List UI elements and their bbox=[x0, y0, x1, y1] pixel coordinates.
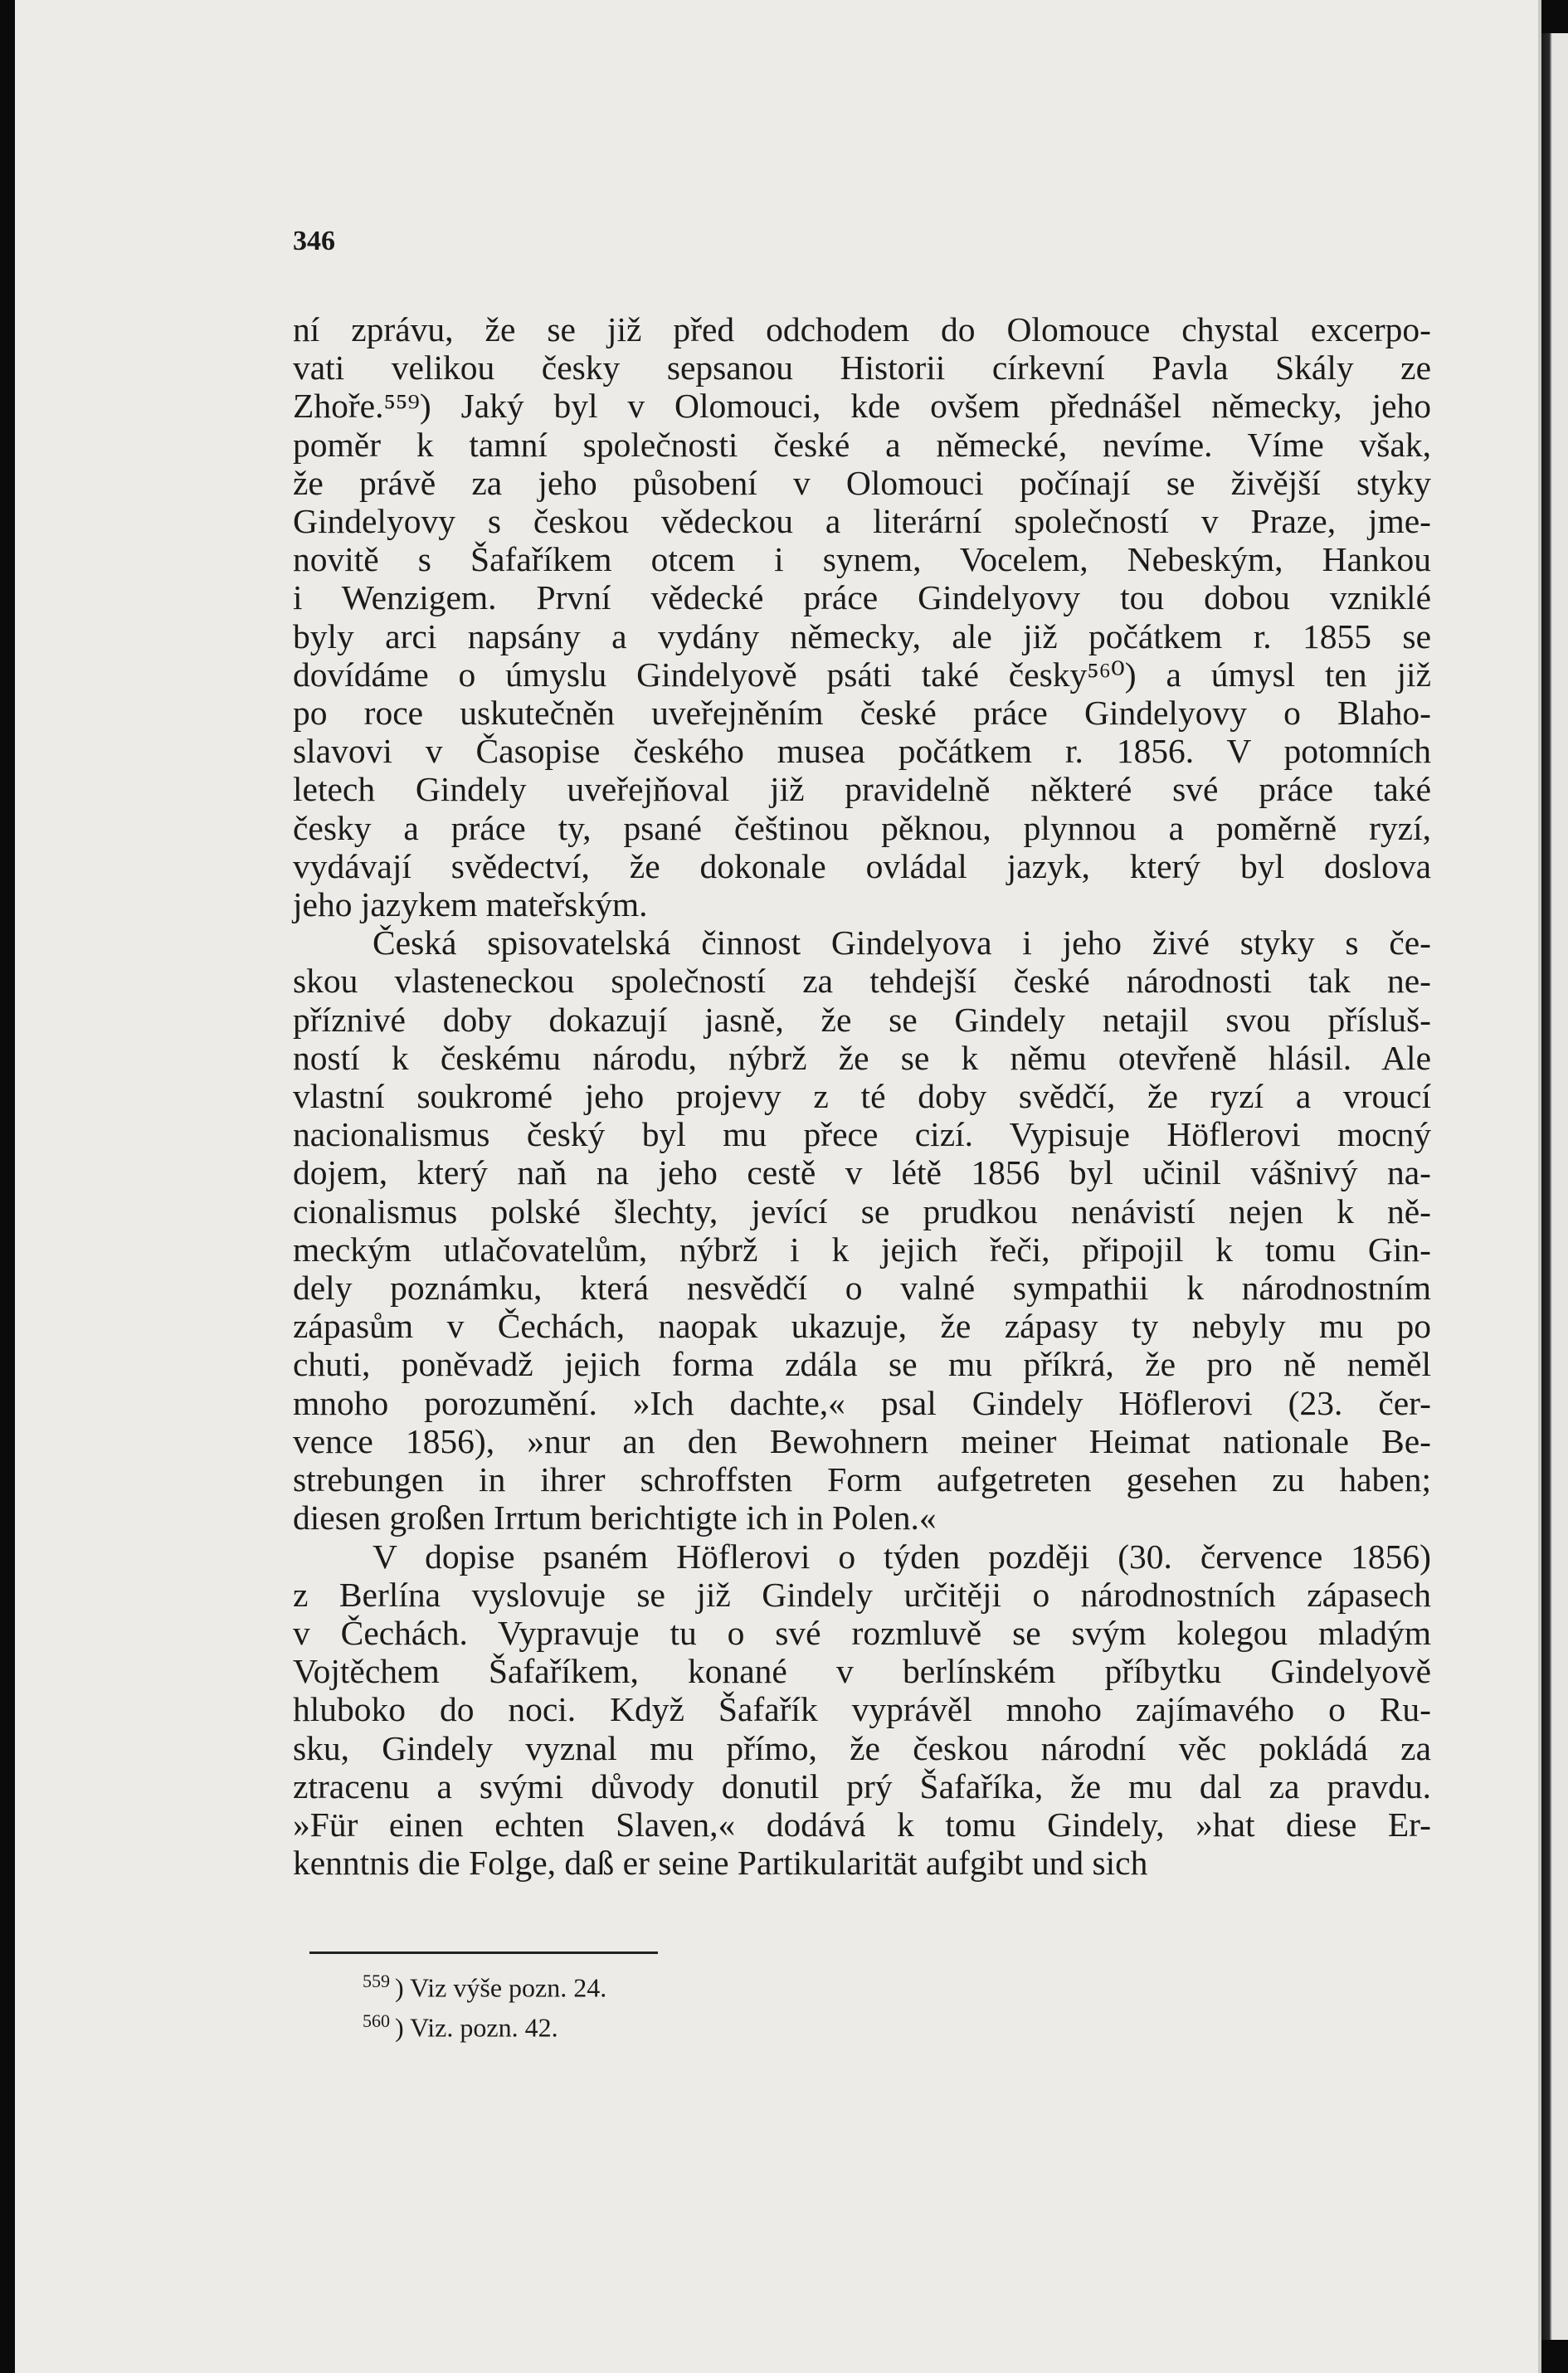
text-line: příznivé doby dokazují jasně, že se Gindely netajil svou přísluš- bbox=[293, 1000, 1431, 1039]
text-line: Česká spisovatelská činnost Gindelyova i jeho živé styky s če- bbox=[373, 923, 1431, 962]
text-line: ní zprávu, že se již před odchodem do Olomouce chystal excerpo- bbox=[293, 310, 1431, 348]
text-line: Zhoře.⁵⁵⁹) Jaký byl v Olomouci, kde ovšem přednášel německy, jeho bbox=[293, 387, 1431, 426]
text-line: Gindelyovy s českou vědeckou a literární společností v Praze, jme- bbox=[293, 502, 1431, 541]
text-line: vlastní soukromé jeho projevy z té doby svědčí, že ryzí a vroucí bbox=[293, 1077, 1431, 1116]
text-line: v Čechách. Vypravuje tu o své rozmluvě se svým kolegou mladým bbox=[293, 1613, 1431, 1652]
footnote-text: ) Viz. pozn. 42. bbox=[395, 2012, 558, 2043]
text-line: hluboko do noci. Když Šafařík vyprávěl mnoho zajímavého o Ru- bbox=[293, 1690, 1431, 1729]
text-line: dely poznámku, která nesvědčí o valné sympathii k národnostním bbox=[293, 1269, 1431, 1308]
page-number: 346 bbox=[293, 226, 335, 256]
text-line: skou vlasteneckou společností za tehdejší české národnosti tak ne- bbox=[293, 962, 1431, 1001]
text-line: cionalismus polské šlechty, jevící se prudkou nenávistí nejen k ně- bbox=[293, 1191, 1431, 1230]
text-line: že právě za jeho působení v Olomouci počínají se živější styky bbox=[293, 463, 1431, 502]
text-line: sku, Gindely vyznal mu přímo, že českou národní věc pokládá za bbox=[293, 1728, 1431, 1767]
paragraph bbox=[293, 923, 1431, 1537]
text-line: ností k českému národu, nýbrž že se k němu otevřeně hlásil. Ale bbox=[293, 1038, 1431, 1077]
text-line: po roce uskutečněn uveřejněním české práce Gindelyovy o Blaho- bbox=[293, 694, 1431, 733]
body-text bbox=[293, 310, 1431, 1882]
text-line: nacionalismus český byl mu přece cizí. Vypisuje Höflerovi mocný bbox=[293, 1115, 1431, 1154]
footnote bbox=[363, 1965, 607, 2005]
text-line: mnoho porozumění. »Ich dachte,« psal Gindely Höflerovi (23. čer- bbox=[293, 1383, 1431, 1422]
footnotes bbox=[363, 1965, 607, 2044]
text-line: česky a práce ty, psané češtinou pěknou, plynnou a poměrně ryzí, bbox=[293, 808, 1431, 847]
paragraph bbox=[293, 310, 1431, 923]
paragraph bbox=[293, 1537, 1431, 1883]
text-line: vati velikou česky sepsanou Historii církevní Pavla Skály ze bbox=[293, 348, 1431, 387]
footnote-divider bbox=[309, 1952, 658, 1954]
text-line: diesen großen Irrtum berichtigte ich in Polen.« bbox=[293, 1498, 937, 1537]
text-line: dojem, který naň na jeho cestě v létě 1856 byl učinil vášnivý na- bbox=[293, 1153, 1431, 1192]
book-page bbox=[15, 0, 1538, 2373]
text-line: byly arci napsány a vydány německy, ale již počátkem r. 1855 se bbox=[293, 616, 1431, 655]
text-line: novitě s Šafaříkem otcem i synem, Vocelem, Nebeským, Hankou bbox=[293, 540, 1431, 579]
text-line: strebungen in ihrer schroffsten Form aufgetreten gesehen zu haben; bbox=[293, 1460, 1431, 1499]
text-line: ztracenu a svými důvody donutil prý Šafaříka, že mu dal za pravdu. bbox=[293, 1766, 1431, 1805]
text-line: kenntnis die Folge, daß er seine Partikularität aufgibt und sich bbox=[293, 1844, 1148, 1883]
footnote-mark: 560 bbox=[363, 2010, 390, 2031]
text-line: meckým utlačovatelům, nýbrž i k jejich řeči, připojil k tomu Gin- bbox=[293, 1230, 1431, 1269]
text-line: Vojtěchem Šafaříkem, konané v berlínském příbytku Gindelyově bbox=[293, 1652, 1431, 1691]
text-line: i Wenzigem. První vědecké práce Gindelyovy tou dobou vzniklé bbox=[293, 578, 1431, 617]
footnote-text: ) Viz výše pozn. 24. bbox=[395, 1972, 607, 2003]
text-line: jeho jazykem mateřským. bbox=[293, 885, 648, 924]
footnote bbox=[363, 2005, 606, 2044]
adjacent-page-edge bbox=[1541, 33, 1568, 2340]
text-line: dovídáme o úmyslu Gindelyově psáti také česky⁵⁶⁰) a úmysl ten již bbox=[293, 655, 1431, 694]
text-line: zápasům v Čechách, naopak ukazuje, že zápasy ty nebyly mu po bbox=[293, 1307, 1431, 1346]
text-line: vydávají svědectví, že dokonale ovládal jazyk, který byl doslova bbox=[293, 846, 1431, 885]
text-line: »Für einen echten Slaven,« dodává k tomu Gindely, »hat diese Er- bbox=[293, 1805, 1431, 1844]
text-line: V dopise psaném Höflerovi o týden později (30. července 1856) bbox=[373, 1537, 1431, 1576]
text-line: vence 1856), »nur an den Bewohnern meiner Heimat nationale Be- bbox=[293, 1421, 1431, 1460]
text-line: z Berlína vyslovuje se již Gindely určitěji o národnostních zápasech bbox=[293, 1575, 1431, 1614]
text-line: letech Gindely uveřejňoval již pravidelně některé své práce také bbox=[293, 770, 1431, 809]
footnote-mark: 559 bbox=[363, 1971, 390, 1991]
text-line: slavovi v Časopise českého musea počátkem r. 1856. V potomních bbox=[293, 732, 1431, 771]
text-line: poměr k tamní společnosti české a německé, nevíme. Víme však, bbox=[293, 425, 1431, 464]
text-line: chuti, poněvadž jejich forma zdála se mu příkrá, že pro ně neměl bbox=[293, 1345, 1431, 1384]
